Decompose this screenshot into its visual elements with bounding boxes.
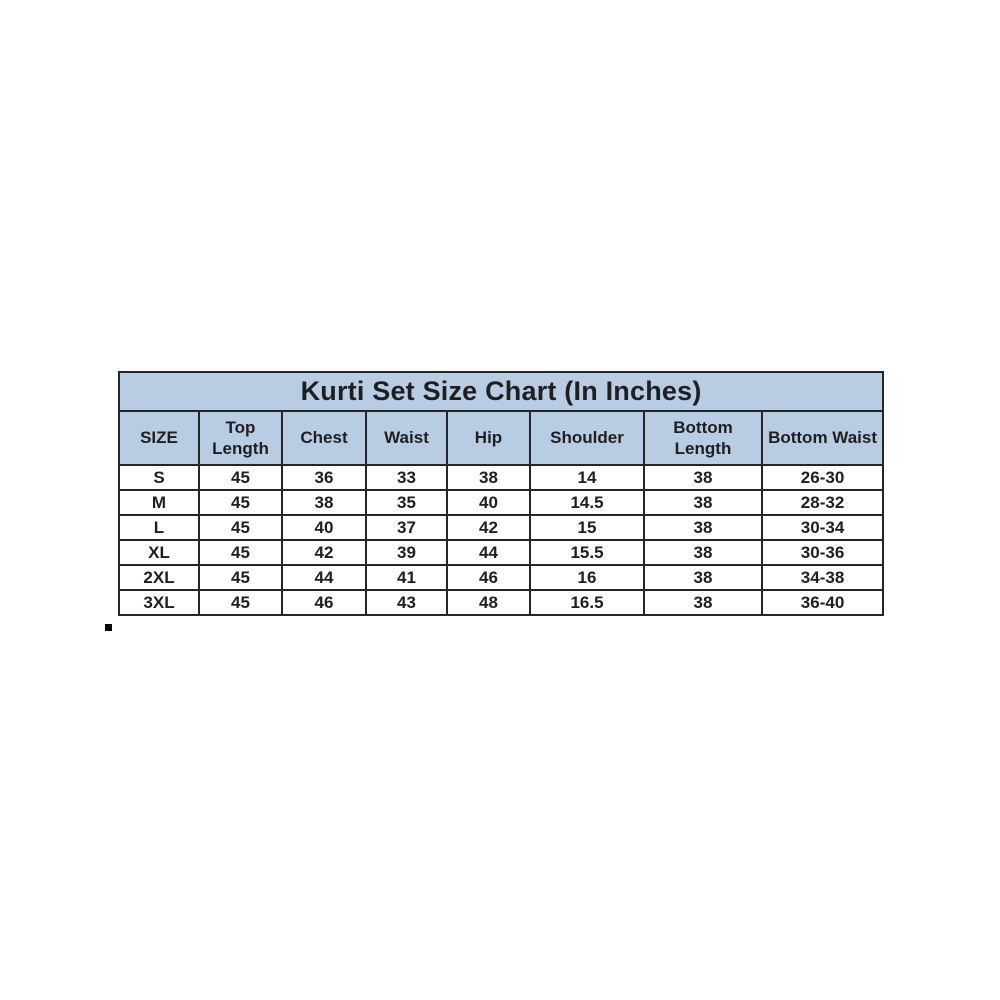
column-header-hip: Hip xyxy=(447,411,530,465)
value-cell: 30-34 xyxy=(762,515,883,540)
title-row xyxy=(119,372,883,411)
size-chart-table xyxy=(118,371,884,616)
size-label-cell: 2XL xyxy=(119,565,199,590)
size-label-cell: XL xyxy=(119,540,199,565)
value-cell: 26-30 xyxy=(762,465,883,490)
table-row-s xyxy=(119,465,883,490)
value-cell: 44 xyxy=(447,540,530,565)
value-cell: 30-36 xyxy=(762,540,883,565)
value-cell: 46 xyxy=(447,565,530,590)
value-cell: 38 xyxy=(644,515,762,540)
value-cell: 38 xyxy=(644,490,762,515)
size-label-cell: 3XL xyxy=(119,590,199,615)
value-cell: 38 xyxy=(447,465,530,490)
value-cell: 42 xyxy=(447,515,530,540)
value-cell: 42 xyxy=(282,540,366,565)
column-header-waist: Waist xyxy=(366,411,447,465)
value-cell: 45 xyxy=(199,590,282,615)
value-cell: 33 xyxy=(366,465,447,490)
value-cell: 16 xyxy=(530,565,644,590)
value-cell: 43 xyxy=(366,590,447,615)
size-chart-region xyxy=(118,371,884,616)
value-cell: 44 xyxy=(282,565,366,590)
value-cell: 15.5 xyxy=(530,540,644,565)
table-row-2xl xyxy=(119,565,883,590)
size-label-cell: S xyxy=(119,465,199,490)
value-cell: 36 xyxy=(282,465,366,490)
value-cell: 38 xyxy=(644,540,762,565)
value-cell: 48 xyxy=(447,590,530,615)
value-cell: 45 xyxy=(199,565,282,590)
value-cell: 39 xyxy=(366,540,447,565)
value-cell: 15 xyxy=(530,515,644,540)
value-cell: 45 xyxy=(199,515,282,540)
value-cell: 38 xyxy=(644,465,762,490)
value-cell: 41 xyxy=(366,565,447,590)
table-title: Kurti Set Size Chart (In Inches) xyxy=(119,372,883,411)
column-header-bottom-waist: Bottom Waist xyxy=(762,411,883,465)
column-header-bottom-length: Bottom Length xyxy=(644,411,762,465)
table-row-l xyxy=(119,515,883,540)
column-header-top-length: Top Length xyxy=(199,411,282,465)
size-label-cell: L xyxy=(119,515,199,540)
table-row-xl xyxy=(119,540,883,565)
value-cell: 34-38 xyxy=(762,565,883,590)
value-cell: 45 xyxy=(199,540,282,565)
value-cell: 37 xyxy=(366,515,447,540)
table-body xyxy=(119,465,883,615)
value-cell: 38 xyxy=(282,490,366,515)
column-header-chest: Chest xyxy=(282,411,366,465)
value-cell: 40 xyxy=(447,490,530,515)
value-cell: 35 xyxy=(366,490,447,515)
table-row-3xl xyxy=(119,590,883,615)
value-cell: 38 xyxy=(644,590,762,615)
column-header-row xyxy=(119,411,883,465)
value-cell: 14 xyxy=(530,465,644,490)
value-cell: 14.5 xyxy=(530,490,644,515)
table-resize-handle-mark xyxy=(105,624,112,631)
table-row-m xyxy=(119,490,883,515)
value-cell: 16.5 xyxy=(530,590,644,615)
value-cell: 28-32 xyxy=(762,490,883,515)
size-label-cell: M xyxy=(119,490,199,515)
value-cell: 45 xyxy=(199,465,282,490)
value-cell: 46 xyxy=(282,590,366,615)
column-header-shoulder: Shoulder xyxy=(530,411,644,465)
value-cell: 45 xyxy=(199,490,282,515)
value-cell: 38 xyxy=(644,565,762,590)
value-cell: 36-40 xyxy=(762,590,883,615)
column-header-size: SIZE xyxy=(119,411,199,465)
value-cell: 40 xyxy=(282,515,366,540)
